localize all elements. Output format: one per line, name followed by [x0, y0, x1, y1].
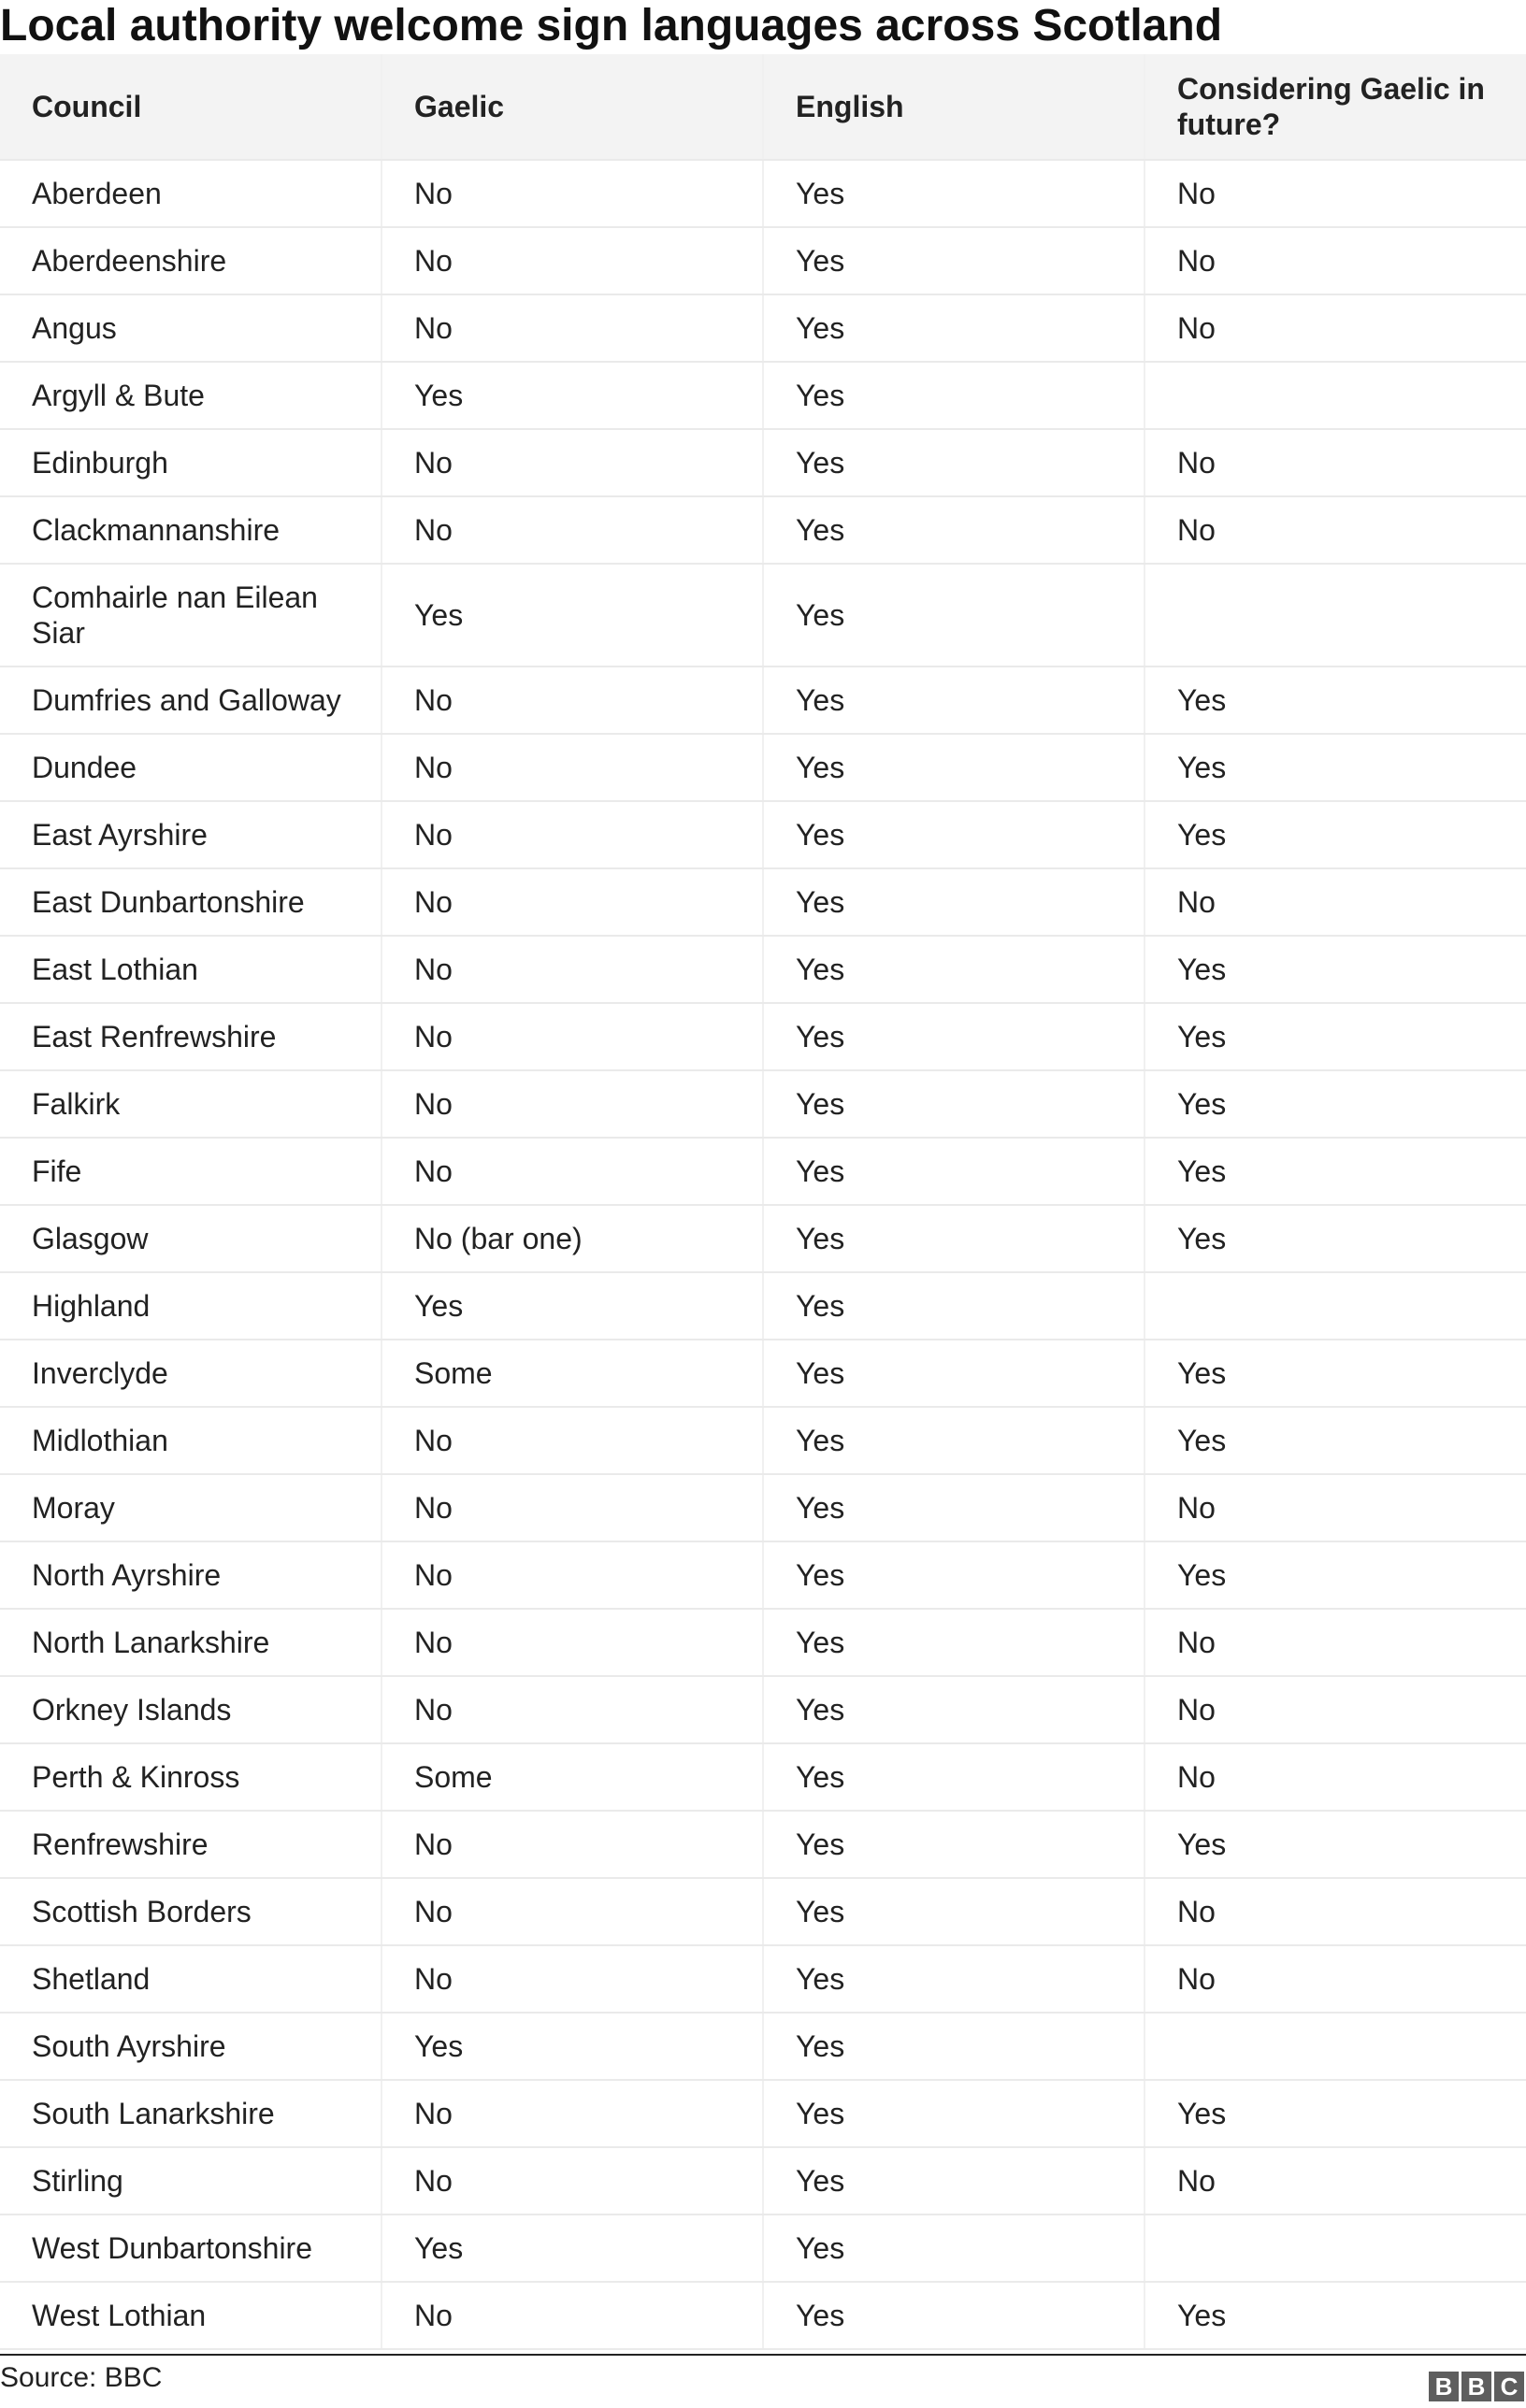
cell-council: East Dunbartonshire: [0, 868, 382, 936]
cell-council: Aberdeen: [0, 160, 382, 227]
cell-english: Yes: [763, 1609, 1144, 1676]
cell-english: Yes: [763, 429, 1144, 496]
cell-english: Yes: [763, 1541, 1144, 1609]
cell-considering-gaelic: Yes: [1144, 2282, 1526, 2349]
cell-considering-gaelic: Yes: [1144, 1003, 1526, 1070]
cell-english: Yes: [763, 564, 1144, 666]
table-row: [0, 1878, 1526, 1945]
cell-gaelic: No: [382, 936, 763, 1003]
column-header-gaelic: Gaelic: [382, 54, 763, 160]
table-row: [0, 1811, 1526, 1878]
cell-english: Yes: [763, 160, 1144, 227]
cell-council: North Ayrshire: [0, 1541, 382, 1609]
cell-council: Stirling: [0, 2147, 382, 2214]
table-row: [0, 1205, 1526, 1272]
cell-gaelic: Yes: [382, 2013, 763, 2080]
cell-gaelic: Some: [382, 1340, 763, 1407]
cell-considering-gaelic: No: [1144, 429, 1526, 496]
cell-english: Yes: [763, 1945, 1144, 2013]
cell-english: Yes: [763, 2214, 1144, 2282]
cell-english: Yes: [763, 868, 1144, 936]
logo-letter: B: [1429, 2372, 1459, 2401]
cell-council: Argyll & Bute: [0, 362, 382, 429]
cell-english: Yes: [763, 1003, 1144, 1070]
cell-considering-gaelic: Yes: [1144, 1205, 1526, 1272]
cell-council: East Ayrshire: [0, 801, 382, 868]
cell-gaelic: No: [382, 1003, 763, 1070]
cell-considering-gaelic: No: [1144, 1676, 1526, 1743]
cell-council: Perth & Kinross: [0, 1743, 382, 1811]
table-row: [0, 2013, 1526, 2080]
cell-considering-gaelic: Yes: [1144, 2080, 1526, 2147]
cell-gaelic: No: [382, 160, 763, 227]
cell-considering-gaelic: Yes: [1144, 1138, 1526, 1205]
cell-gaelic: No: [382, 666, 763, 734]
cell-council: Falkirk: [0, 1070, 382, 1138]
cell-gaelic: Yes: [382, 2214, 763, 2282]
table-row: [0, 2214, 1526, 2282]
cell-considering-gaelic: No: [1144, 1945, 1526, 2013]
table-row: [0, 2147, 1526, 2214]
table-row: [0, 429, 1526, 496]
cell-council: Highland: [0, 1272, 382, 1340]
cell-english: Yes: [763, 496, 1144, 564]
cell-english: Yes: [763, 1474, 1144, 1541]
table-row: [0, 1138, 1526, 1205]
table-row: [0, 734, 1526, 801]
cell-english: Yes: [763, 801, 1144, 868]
table-row: [0, 1070, 1526, 1138]
cell-english: Yes: [763, 2013, 1144, 2080]
cell-council: Moray: [0, 1474, 382, 1541]
cell-considering-gaelic: No: [1144, 1743, 1526, 1811]
cell-considering-gaelic: [1144, 362, 1526, 429]
table-row: [0, 2080, 1526, 2147]
cell-council: South Lanarkshire: [0, 2080, 382, 2147]
cell-considering-gaelic: No: [1144, 868, 1526, 936]
cell-council: Dundee: [0, 734, 382, 801]
cell-gaelic: No: [382, 429, 763, 496]
cell-considering-gaelic: [1144, 1272, 1526, 1340]
cell-considering-gaelic: Yes: [1144, 1541, 1526, 1609]
cell-gaelic: Some: [382, 1743, 763, 1811]
cell-english: Yes: [763, 1205, 1144, 1272]
cell-gaelic: No: [382, 294, 763, 362]
table-row: [0, 227, 1526, 294]
table-row: [0, 936, 1526, 1003]
cell-english: Yes: [763, 734, 1144, 801]
cell-gaelic: No: [382, 1070, 763, 1138]
cell-english: Yes: [763, 936, 1144, 1003]
cell-gaelic: No: [382, 2147, 763, 2214]
cell-council: West Dunbartonshire: [0, 2214, 382, 2282]
table-row: [0, 294, 1526, 362]
cell-english: Yes: [763, 227, 1144, 294]
cell-council: Fife: [0, 1138, 382, 1205]
cell-gaelic: No: [382, 734, 763, 801]
cell-council: Scottish Borders: [0, 1878, 382, 1945]
cell-council: Aberdeenshire: [0, 227, 382, 294]
cell-council: Comhairle nan Eilean Siar: [0, 564, 382, 666]
cell-considering-gaelic: No: [1144, 1878, 1526, 1945]
cell-gaelic: No: [382, 2282, 763, 2349]
header-row: [0, 54, 1526, 160]
cell-gaelic: No (bar one): [382, 1205, 763, 1272]
cell-gaelic: No: [382, 1676, 763, 1743]
cell-english: Yes: [763, 1878, 1144, 1945]
cell-english: Yes: [763, 1743, 1144, 1811]
footer-divider: [0, 2354, 1526, 2356]
column-header-english: English: [763, 54, 1144, 160]
cell-english: Yes: [763, 1407, 1144, 1474]
cell-english: Yes: [763, 294, 1144, 362]
cell-council: Dumfries and Galloway: [0, 666, 382, 734]
logo-letter: C: [1494, 2372, 1524, 2401]
cell-considering-gaelic: [1144, 2013, 1526, 2080]
cell-considering-gaelic: Yes: [1144, 1070, 1526, 1138]
cell-gaelic: No: [382, 1609, 763, 1676]
table-row: [0, 1676, 1526, 1743]
cell-considering-gaelic: Yes: [1144, 936, 1526, 1003]
cell-council: North Lanarkshire: [0, 1609, 382, 1676]
table-row: [0, 666, 1526, 734]
cell-council: Edinburgh: [0, 429, 382, 496]
data-table: [0, 54, 1526, 2350]
cell-considering-gaelic: No: [1144, 1474, 1526, 1541]
source-note: Source: BBC: [0, 2362, 163, 2393]
table-row: [0, 1474, 1526, 1541]
cell-considering-gaelic: Yes: [1144, 1811, 1526, 1878]
cell-considering-gaelic: No: [1144, 2147, 1526, 2214]
cell-english: Yes: [763, 2147, 1144, 2214]
cell-gaelic: No: [382, 1945, 763, 2013]
cell-gaelic: No: [382, 2080, 763, 2147]
cell-english: Yes: [763, 2282, 1144, 2349]
cell-gaelic: No: [382, 496, 763, 564]
cell-gaelic: No: [382, 1541, 763, 1609]
cell-considering-gaelic: No: [1144, 1609, 1526, 1676]
cell-gaelic: No: [382, 868, 763, 936]
cell-considering-gaelic: Yes: [1144, 734, 1526, 801]
table-row: [0, 1541, 1526, 1609]
cell-english: Yes: [763, 1811, 1144, 1878]
cell-gaelic: No: [382, 227, 763, 294]
table-row: [0, 1272, 1526, 1340]
cell-english: Yes: [763, 666, 1144, 734]
cell-council: Orkney Islands: [0, 1676, 382, 1743]
cell-council: Inverclyde: [0, 1340, 382, 1407]
cell-gaelic: No: [382, 1407, 763, 1474]
chart-title: Local authority welcome sign languages across Scotland: [0, 1, 1223, 50]
cell-english: Yes: [763, 1676, 1144, 1743]
cell-considering-gaelic: Yes: [1144, 666, 1526, 734]
cell-council: South Ayrshire: [0, 2013, 382, 2080]
cell-council: East Lothian: [0, 936, 382, 1003]
column-header-considering-gaelic: Considering Gaelic in future?: [1144, 54, 1526, 160]
cell-considering-gaelic: No: [1144, 496, 1526, 564]
table-row: [0, 801, 1526, 868]
cell-gaelic: No: [382, 1474, 763, 1541]
cell-gaelic: Yes: [382, 564, 763, 666]
cell-english: Yes: [763, 1272, 1144, 1340]
table-row: [0, 1743, 1526, 1811]
cell-considering-gaelic: Yes: [1144, 1407, 1526, 1474]
column-header-council: Council: [0, 54, 382, 160]
cell-english: Yes: [763, 2080, 1144, 2147]
cell-council: Shetland: [0, 1945, 382, 2013]
cell-council: West Lothian: [0, 2282, 382, 2349]
cell-english: Yes: [763, 1138, 1144, 1205]
table-row: [0, 1003, 1526, 1070]
table-row: [0, 1407, 1526, 1474]
logo-letter: B: [1461, 2372, 1491, 2401]
cell-council: Midlothian: [0, 1407, 382, 1474]
table-row: [0, 1609, 1526, 1676]
table-row: [0, 160, 1526, 227]
table-row: [0, 362, 1526, 429]
cell-council: Renfrewshire: [0, 1811, 382, 1878]
cell-gaelic: No: [382, 1811, 763, 1878]
cell-council: Glasgow: [0, 1205, 382, 1272]
cell-gaelic: Yes: [382, 1272, 763, 1340]
table-body: [0, 160, 1526, 2349]
cell-considering-gaelic: No: [1144, 160, 1526, 227]
cell-council: East Renfrewshire: [0, 1003, 382, 1070]
cell-council: Angus: [0, 294, 382, 362]
table-row: [0, 496, 1526, 564]
cell-gaelic: No: [382, 1878, 763, 1945]
cell-gaelic: No: [382, 801, 763, 868]
cell-considering-gaelic: No: [1144, 294, 1526, 362]
bbc-logo: [1429, 2372, 1524, 2401]
cell-english: Yes: [763, 362, 1144, 429]
cell-considering-gaelic: Yes: [1144, 801, 1526, 868]
cell-considering-gaelic: [1144, 564, 1526, 666]
table-row: [0, 1340, 1526, 1407]
table-row: [0, 2282, 1526, 2349]
cell-council: Clackmannanshire: [0, 496, 382, 564]
cell-considering-gaelic: [1144, 2214, 1526, 2282]
cell-english: Yes: [763, 1340, 1144, 1407]
cell-considering-gaelic: No: [1144, 227, 1526, 294]
table-row: [0, 1945, 1526, 2013]
cell-english: Yes: [763, 1070, 1144, 1138]
cell-gaelic: Yes: [382, 362, 763, 429]
cell-gaelic: No: [382, 1138, 763, 1205]
table-row: [0, 868, 1526, 936]
cell-considering-gaelic: Yes: [1144, 1340, 1526, 1407]
table-row: [0, 564, 1526, 666]
